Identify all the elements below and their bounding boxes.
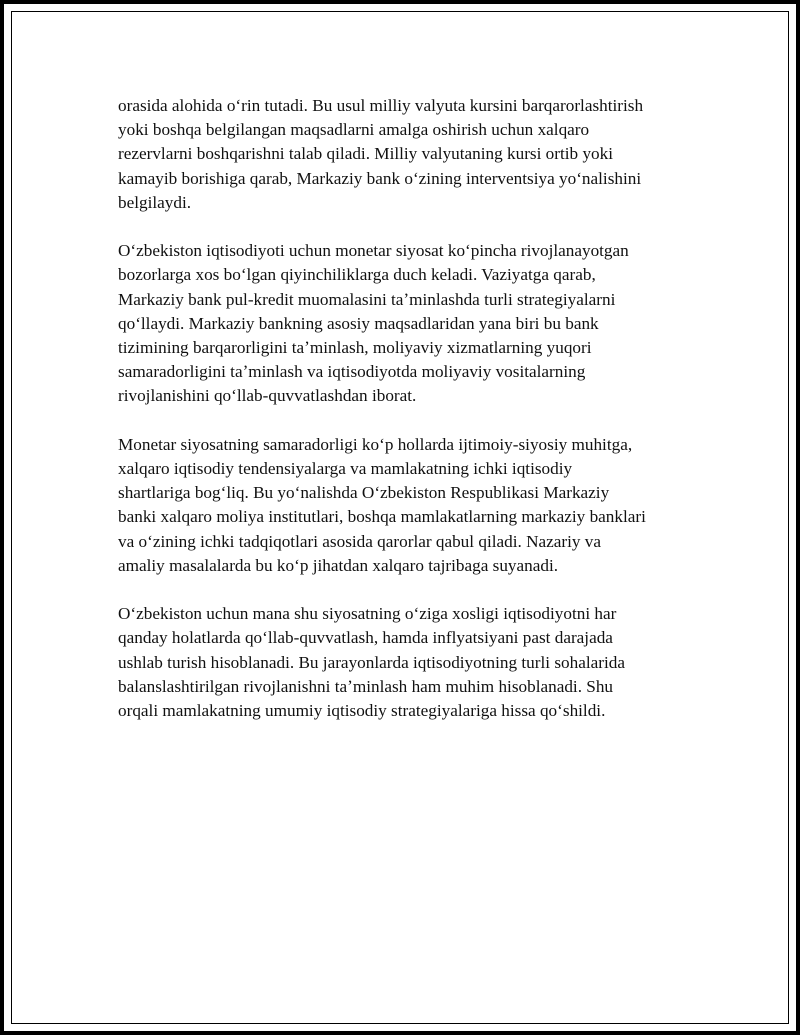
text-line: belgilaydi. [118, 192, 192, 212]
text-line: orasida alohida oʻrin tutadi. Bu usul milliy valyuta kursini barqarorlashtirish [118, 96, 644, 115]
text-line: qoʻllaydi. Markaziy bankning asosiy maqsadlaridan yana biri bu bank [118, 313, 599, 333]
text-line: qanday holatlarda qoʻllab-quvvatlash, hamda inflyatsiyani past darajada [118, 628, 613, 648]
text-line: rivojlanishini qoʻllab-quvvatlashdan iborat. [118, 386, 417, 406]
text-line: Markaziy bank pul-kredit muomalasini taʼminlashda turli strategiyalarni [118, 289, 616, 309]
text-line: rezervlarni boshqarishni talab qiladi. Milliy valyutaning kursi ortib yoki [118, 144, 613, 164]
text-line: yoki boshqa belgilangan maqsadlarni amalga oshirish uchun xalqaro [118, 120, 590, 140]
text-line: samaradorligini taʼminlash va iqtisodiyotda moliyaviy vositalarning [118, 362, 586, 382]
text-line: orqali mamlakatning umumiy iqtisodiy strategiyalariga hissa qoʻshildi. [118, 701, 606, 721]
paragraph-4 [118, 602, 708, 723]
paragraph-2 [118, 239, 708, 408]
text-line: tizimining barqarorligini taʼminlash, moliyaviy xizmatlarning yuqori [118, 338, 592, 358]
text-line: shartlariga bogʻliq. Bu yoʻnalishda Oʻzbekiston Respublikasi Markaziy [118, 483, 610, 503]
text-line: xalqaro iqtisodiy tendensiyalarga va mamlakatning ichki iqtisodiy [118, 459, 573, 479]
text-line: ushlab turish hisoblanadi. Bu jarayonlarda iqtisodiyotning turli sohalarida [118, 652, 625, 672]
paragraph-3 [118, 433, 708, 578]
text-line: Oʻzbekiston uchun mana shu siyosatning oʻziga xosligi iqtisodiyotni har [118, 604, 617, 624]
paragraph-1 [118, 94, 708, 215]
text-line: kamayib borishiga qarab, Markaziy bank oʻzining interventsiya yoʻnalishini [118, 168, 642, 188]
text-line: Monetar siyosatning samaradorligi koʻp hollarda ijtimoiy-siyosiy muhitga, [118, 434, 633, 454]
document-body [118, 94, 708, 747]
text-line: va oʻzining ichki tadqiqotlari asosida qarorlar qabul qiladi. Nazariy va [118, 531, 601, 551]
text-line: balanslashtirilgan rivojlanishni taʼminlash ham muhim hisoblanadi. Shu [118, 676, 614, 696]
text-line: amaliy masalalarda bu koʻp jihatdan xalqaro tajribaga suyanadi. [118, 555, 559, 575]
text-line: banki xalqaro moliya institutlari, boshqa mamlakatlarning markaziy banklari [118, 507, 646, 527]
text-line: Oʻzbekiston iqtisodiyoti uchun monetar siyosat koʻpincha rivojlanayotgan [118, 241, 629, 261]
text-line: bozorlarga xos boʻlgan qiyinchiliklarga duch keladi. Vaziyatga qarab, [118, 265, 596, 285]
